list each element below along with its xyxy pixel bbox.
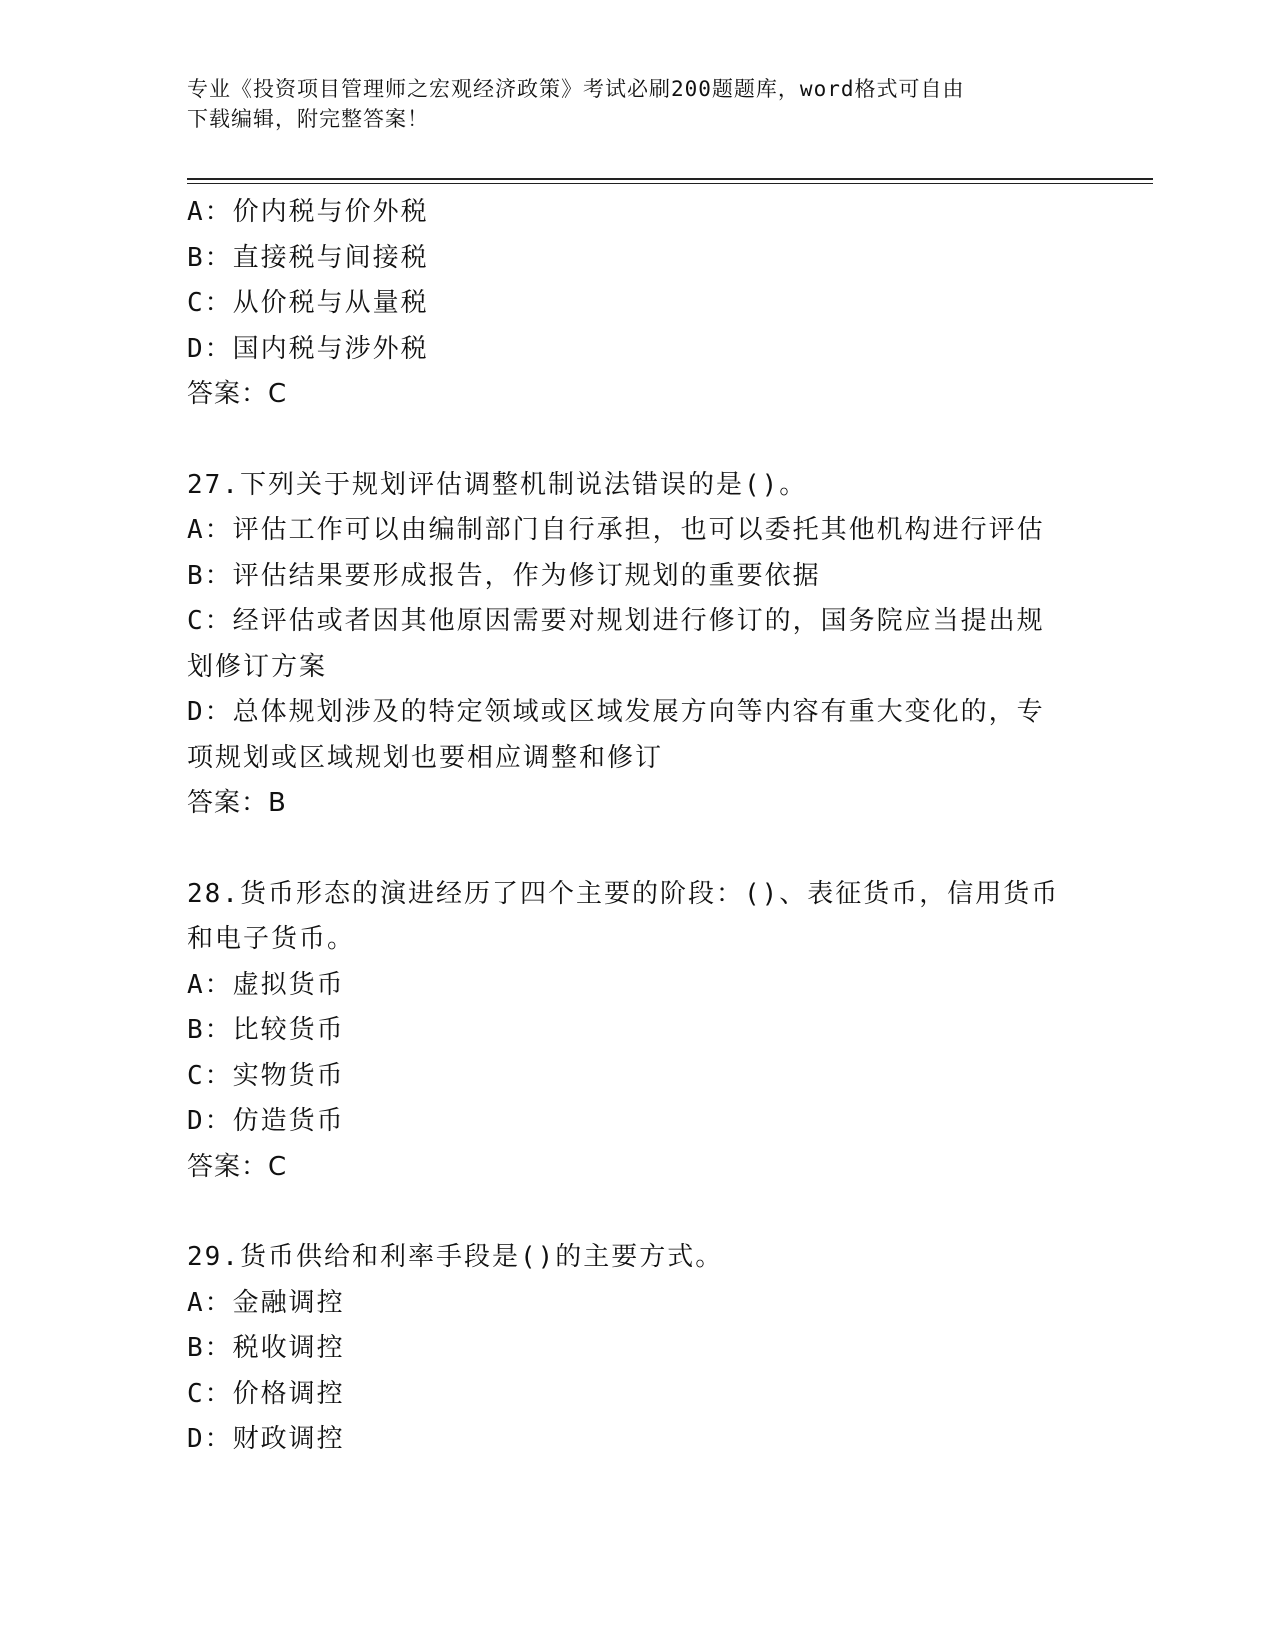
option-b: B：评估结果要形成报告，作为修订规划的重要依据 bbox=[187, 560, 821, 591]
spacer bbox=[187, 827, 1087, 872]
option-c: C：实物货币 bbox=[187, 1060, 345, 1091]
header-line-2: 下载编辑，附完整答案！ bbox=[187, 107, 429, 131]
option-c-continued: 划修订方案 bbox=[187, 651, 328, 682]
option-d: D：国内税与涉外税 bbox=[187, 333, 429, 364]
option-d: D：仿造货币 bbox=[187, 1106, 345, 1136]
header-divider-thin bbox=[187, 183, 1153, 184]
question-list bbox=[187, 190, 1087, 1463]
question-stem-continued: 和电子货币。 bbox=[187, 924, 356, 954]
option-b: B：直接税与间接税 bbox=[187, 242, 429, 273]
header-divider-thick bbox=[187, 178, 1153, 180]
option-a: A：金融调控 bbox=[187, 1287, 345, 1318]
option-d: D：总体规划涉及的特定领域或区域发展方向等内容有重大变化的，专 bbox=[187, 697, 1045, 727]
option-b: B：税收调控 bbox=[187, 1333, 345, 1363]
question-27 bbox=[187, 463, 1087, 827]
option-d-continued: 项规划或区域规划也要相应调整和修订 bbox=[187, 742, 664, 773]
option-d: D：财政调控 bbox=[187, 1424, 345, 1454]
document-header bbox=[187, 74, 1067, 134]
answer-label: 答案：C bbox=[187, 1151, 288, 1182]
option-a: A：评估工作可以由编制部门自行承担，也可以委托其他机构进行评估 bbox=[187, 515, 1045, 545]
question-28 bbox=[187, 872, 1087, 1191]
option-a: A：价内税与价外税 bbox=[187, 197, 429, 227]
answer-label: 答案：C bbox=[187, 379, 288, 409]
question-stem: 29.货币供给和利率手段是()的主要方式。 bbox=[187, 1242, 724, 1272]
option-c: C：从价税与从量税 bbox=[187, 288, 429, 318]
header-line-1: 专业《投资项目管理师之宏观经济政策》考试必刷200题题库，word格式可自由 bbox=[187, 77, 965, 101]
question-29 bbox=[187, 1235, 1087, 1463]
spacer bbox=[187, 418, 1087, 463]
question-stem: 27.下列关于规划评估调整机制说法错误的是()。 bbox=[187, 469, 808, 500]
option-c: C：经评估或者因其他原因需要对规划进行修订的，国务院应当提出规 bbox=[187, 606, 1045, 636]
answer-label: 答案：B bbox=[187, 788, 287, 818]
option-a: A：虚拟货币 bbox=[187, 969, 345, 1000]
option-b: B：比较货币 bbox=[187, 1015, 345, 1045]
question-26 bbox=[187, 190, 1087, 418]
question-stem: 28.货币形态的演进经历了四个主要的阶段：()、表征货币，信用货币 bbox=[187, 878, 1060, 909]
option-c: C：价格调控 bbox=[187, 1378, 345, 1409]
spacer bbox=[187, 1190, 1087, 1235]
